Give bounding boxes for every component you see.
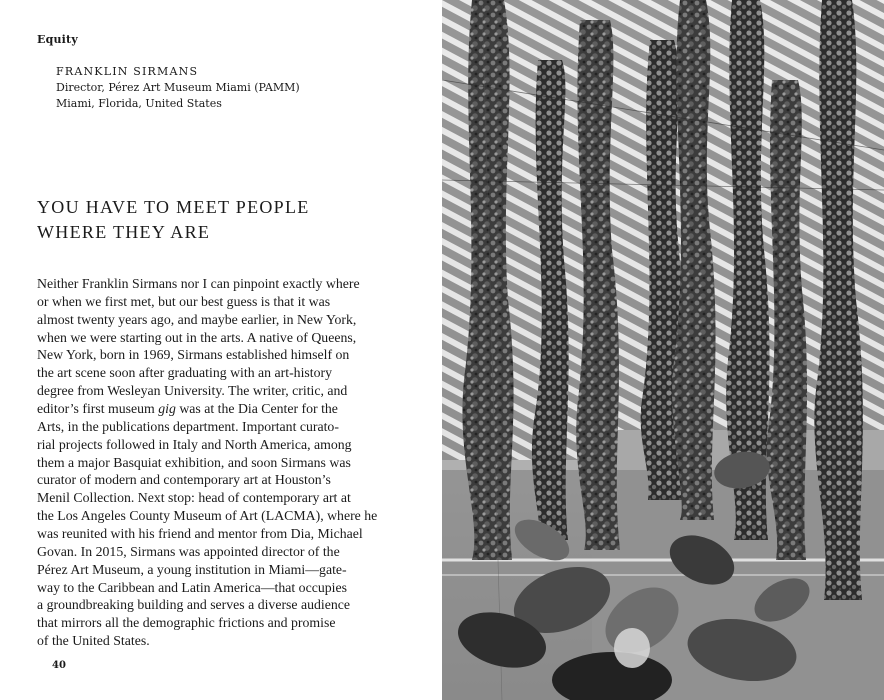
section-label: Equity [37,33,78,46]
body-line: way to the Caribbean and Latin America—that occupies [37,579,347,595]
body-line: New York, born in 1969, Sirmans established himself on [37,347,350,363]
body-line: Menil Collection. Next stop: head of contemporary art at [37,490,351,506]
headline-line: WHERE THEY ARE [37,222,211,242]
body-line: curator of modern and contemporary art at Houston’s [37,472,331,488]
body-line: rial projects followed in Italy and North America, among [37,436,352,452]
body-line: that mirrors all the demographic frictions and promise [37,615,336,631]
body-fragment: was at the Dia Center for the [175,401,338,417]
photo-illustration [442,0,884,700]
body-line: Pérez Art Museum, a young institution in Miami—gate- [37,561,347,577]
body-line: when we were starting out in the arts. A native of Queens, [37,329,357,345]
body-line: the Los Angeles County Museum of Art (LACMA), where he [37,508,378,524]
body-italic-word: gig [158,401,176,417]
body-line: or when we first met, but our best guess is that it was [37,293,331,309]
body-line: them a major Basquiat exhibition, and soon Sirmans was [37,454,351,470]
body-line: degree from Wesleyan University. The writer, critic, and [37,383,348,399]
body-line: almost twenty years ago, and maybe earlier, in New York, [37,311,357,327]
body-fragment: editor’s first museum [37,401,159,417]
chapter-headline [37,195,417,245]
profile-block [56,64,300,112]
body-line-italic [37,400,397,418]
body-line: a groundbreaking building and serves a diverse audience [37,597,351,613]
body-text [37,275,397,650]
page-number: 40 [52,660,66,671]
headline-line: YOU HAVE TO MEET PEOPLE [37,197,310,217]
profile-name: FRANKLIN SIRMANS [56,65,199,78]
body-line: was reunited with his friend and mentor from Dia, Michael [37,526,363,542]
profile-location: Miami, Florida, United States [56,97,222,110]
body-line: the art scene soon after graduating with an art-history [37,365,332,381]
body-line: Govan. In 2015, Sirmans was appointed director of the [37,543,340,559]
body-line: Arts, in the publications department. Important curato- [37,418,339,434]
body-line: Neither Franklin Sirmans nor I can pinpoint exactly where [37,276,360,291]
body-line: of the United States. [37,633,150,649]
profile-title: Director, Pérez Art Museum Miami (PAMM) [56,81,300,94]
hanging-gardens-photo [442,0,884,700]
